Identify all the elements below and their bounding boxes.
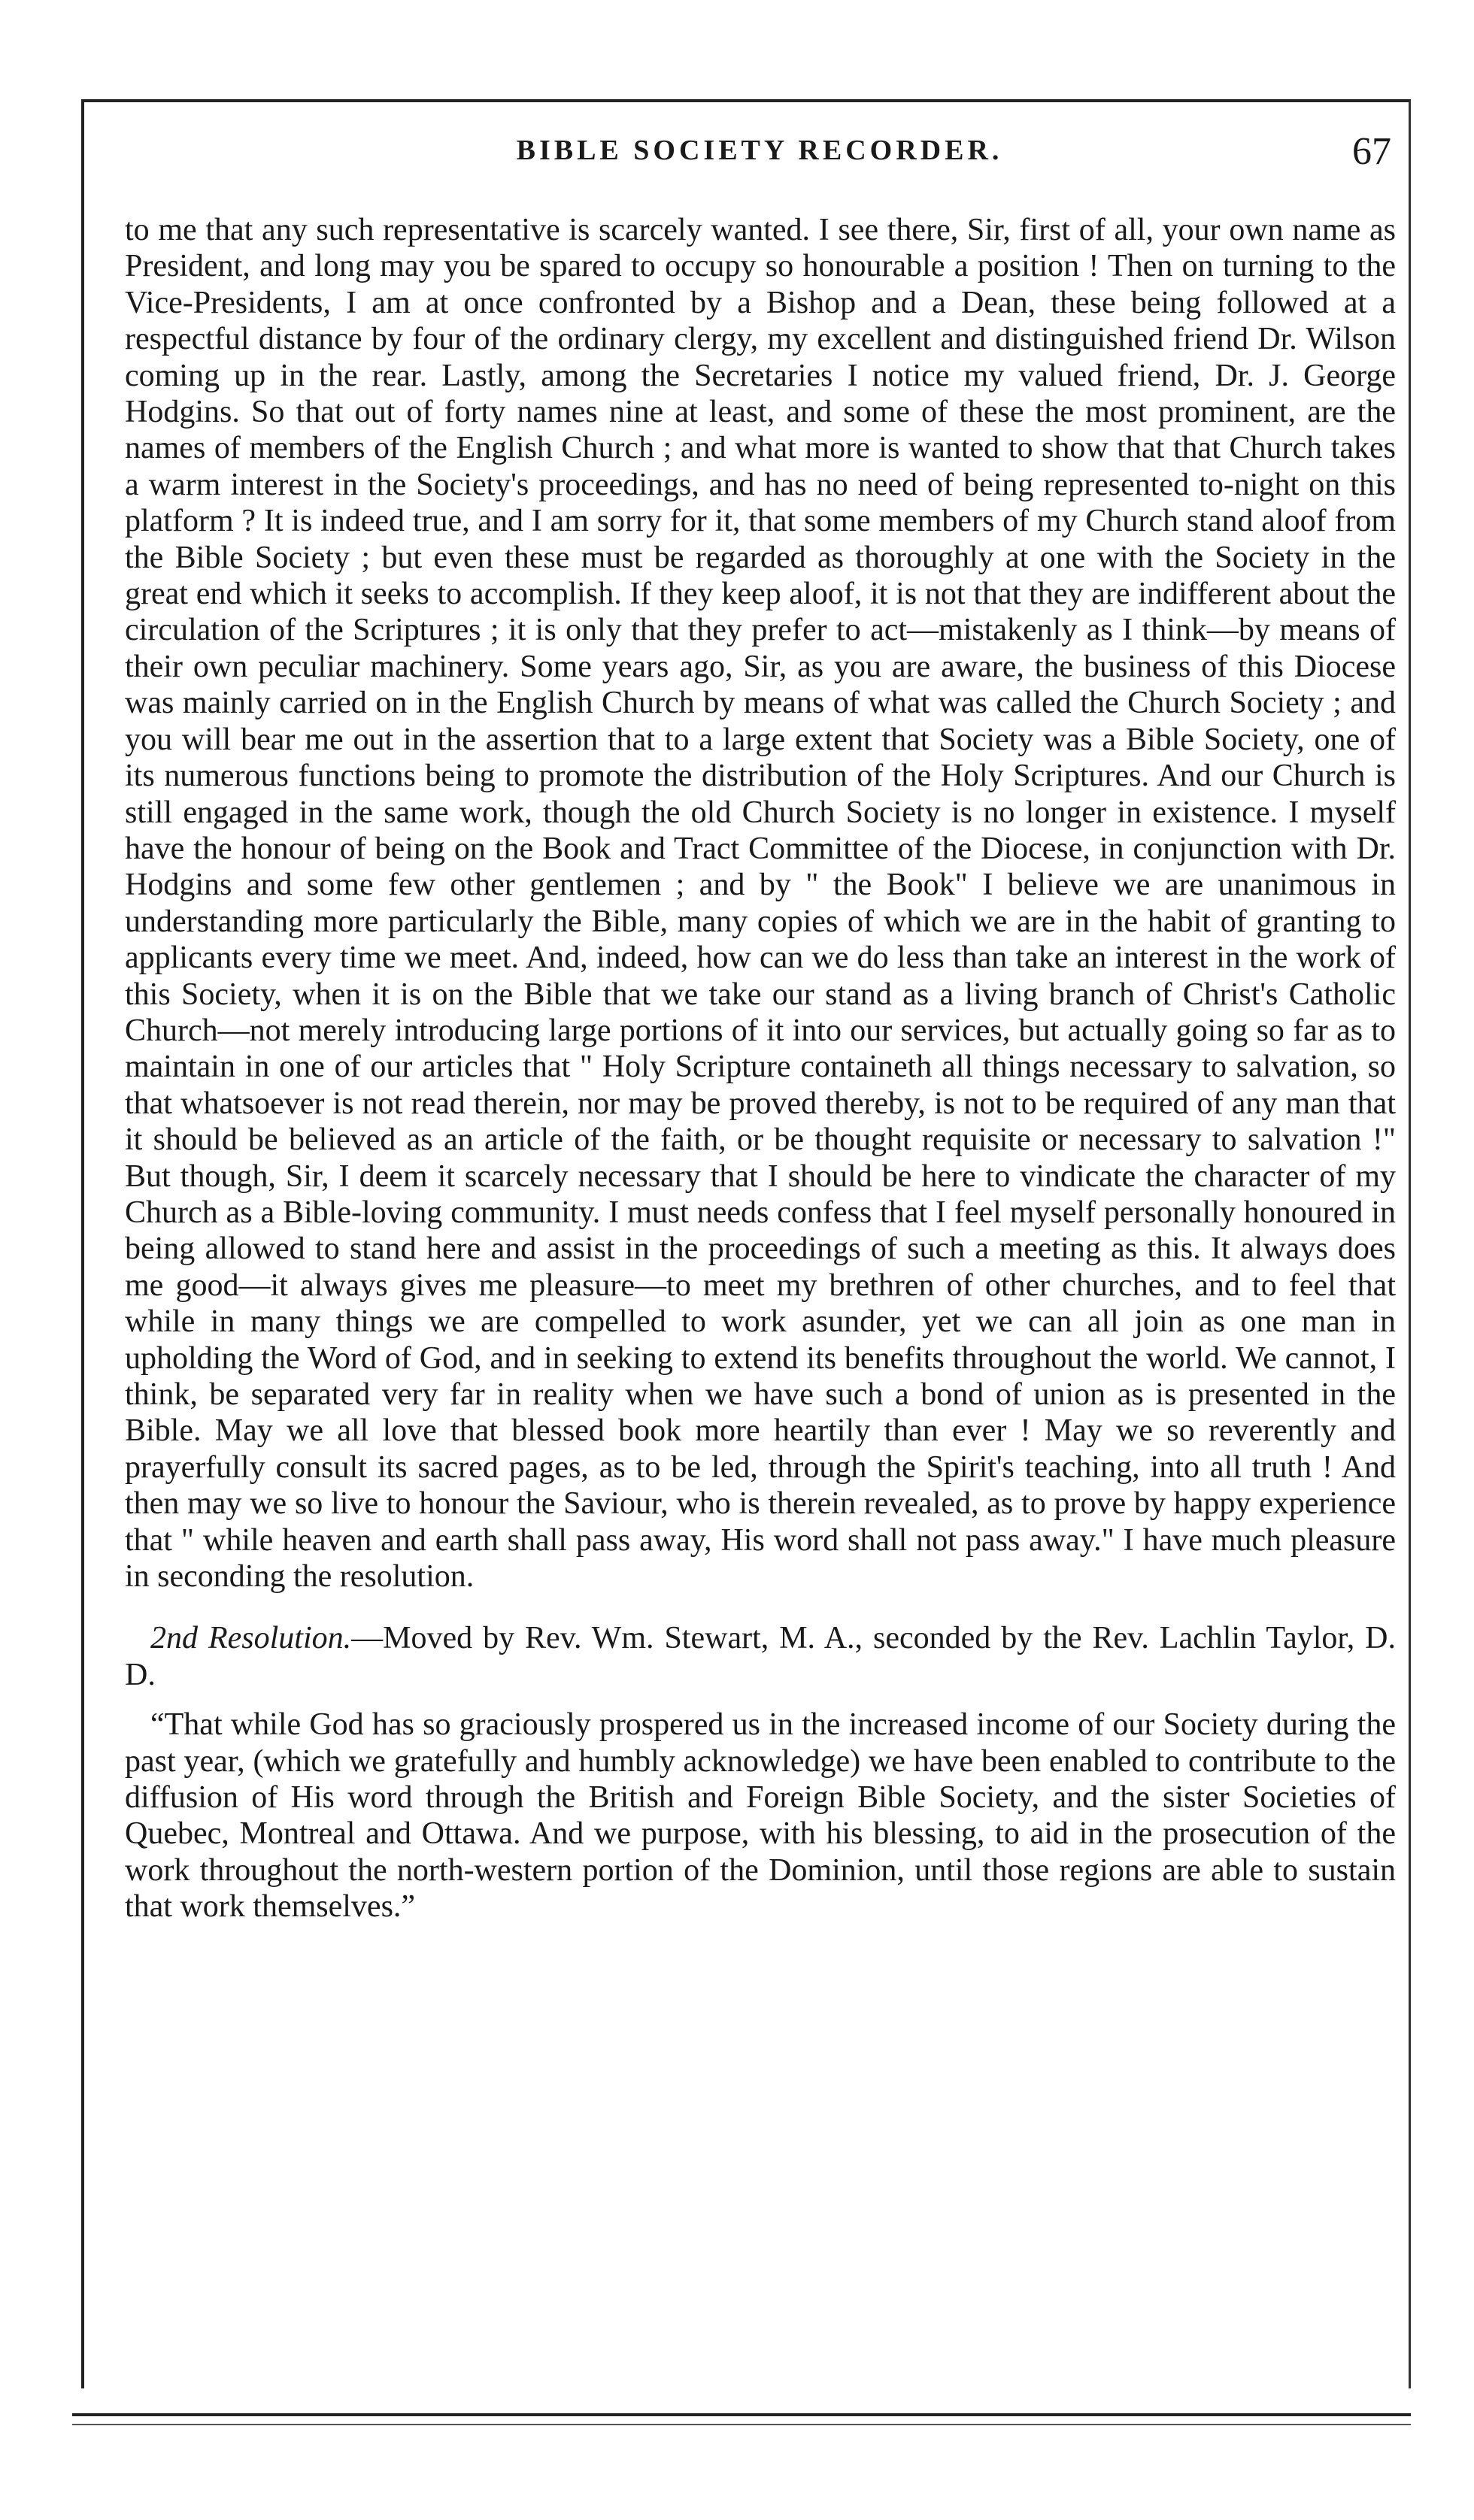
text-column: [125, 212, 1396, 1925]
resolution-label: 2nd Resolution.: [150, 1621, 352, 1656]
running-title: BIBLE SOCIETY RECORDER.: [516, 135, 1003, 166]
bottom-rule-secondary: [72, 2424, 1411, 2425]
resolution-heading: [125, 1620, 1396, 1693]
resolution-quote: “That while God has so graciously prospered us in the increased income of our Society during the past year, (which we gratefully and humbly acknowledge) we have been enabled to contribute to the diffusion of His word through the British and Foreign Bible Society, and the sister Societies of Quebec, Montreal and Ottawa. And we purpose, with his blessing, to aid in the prosecution of the work throughout the north-western portion of the Dominion, until those regions are able to sustain that work themselves.”: [125, 1707, 1396, 1925]
resolution-mover-text: —Moved by Rev. Wm. Stewart, M. A., seconded by the Rev. Lachlin Taylor, D. D.: [125, 1621, 1396, 1692]
page-number: 67: [1352, 130, 1391, 173]
page-header: [120, 129, 1399, 182]
bottom-rule: [72, 2413, 1411, 2416]
speech-paragraph: to me that any such representative is scarcely wanted. I see there, Sir, first of all, your own name as President, and long may you be spared to occupy so honourable a position ! Then on turning to the Vice-Presidents, I am at once confronted by a Bishop and a Dean, these being followed at a respectful distance by four of the ordinary clergy, my excellent and distinguished friend Dr. Wilson coming up in the rear. Lastly, among the Secretaries I notice my valued friend, Dr. J. George Hodgins. So that out of forty names nine at least, and some of these the most prominent, are the names of members of the English Church ; and what more is wanted to show that that Church takes a warm interest in the Society's proceedings, and has no need of being represented to-night on this platform ? It is indeed true, and I am sorry for it, that some members of my Church stand aloof from the Bible Society ; but even these must be regarded as thoroughly at one with the Society in the great end which it seeks to accomplish. If they keep aloof, it is not that they are indifferent about the circulation of the Scriptures ; it is only that they prefer to act—mistakenly as I think—by means of their own peculiar machinery. Some years ago, Sir, as you are aware, the business of this Diocese was mainly carried on in the English Church by means of what was called the Church Society ; and you will bear me out in the assertion that to a large extent that Society was a Bible Society, one of its numerous functions being to promote the distribution of the Holy Scriptures. And our Church is still engaged in the same work, though the old Church Society is no longer in existence. I myself have the honour of being on the Book and Tract Committee of the Diocese, in conjunction with Dr. Hodgins and some few other gentlemen ; and by " the Book" I believe we are unanimous in understanding more particularly the Bible, many copies of which we are in the habit of granting to applicants every time we meet. And, indeed, how can we do less than take an interest in the work of this Society, when it is on the Bible that we take our stand as a living branch of Christ's Catholic Church—not merely introducing large portions of it into our services, but actually going so far as to maintain in one of our articles that " Holy Scripture containeth all things necessary to salvation, so that whatsoever is not read therein, nor may be proved thereby, is not to be required of any man that it should be believed as an article of the faith, or be thought requisite or necessary to salvation !" But though, Sir, I deem it scarcely necessary that I should be here to vindicate the character of my Church as a Bible-loving community. I must needs confess that I feel myself personally honoured in being allowed to stand here and assist in the proceedings of such a meeting as this. It always does me good—it always gives me pleasure—to meet my brethren of other churches, and to feel that while in many things we are compelled to work asunder, yet we can all join as one man in upholding the Word of God, and in seeking to extend its benefits throughout the world. We cannot, I think, be separated very far in reality when we have such a bond of union as is presented in the Bible. May we all love that blessed book more heartily than ever ! May we so reverently and prayerfully consult its sacred pages, as to be led, through the Spirit's teaching, into all truth ! And then may we so live to honour the Saviour, who is therein revealed, as to prove by happy experience that " while heaven and earth shall pass away, His word shall not pass away." I have much pleasure in seconding the resolution.: [125, 213, 1396, 1595]
